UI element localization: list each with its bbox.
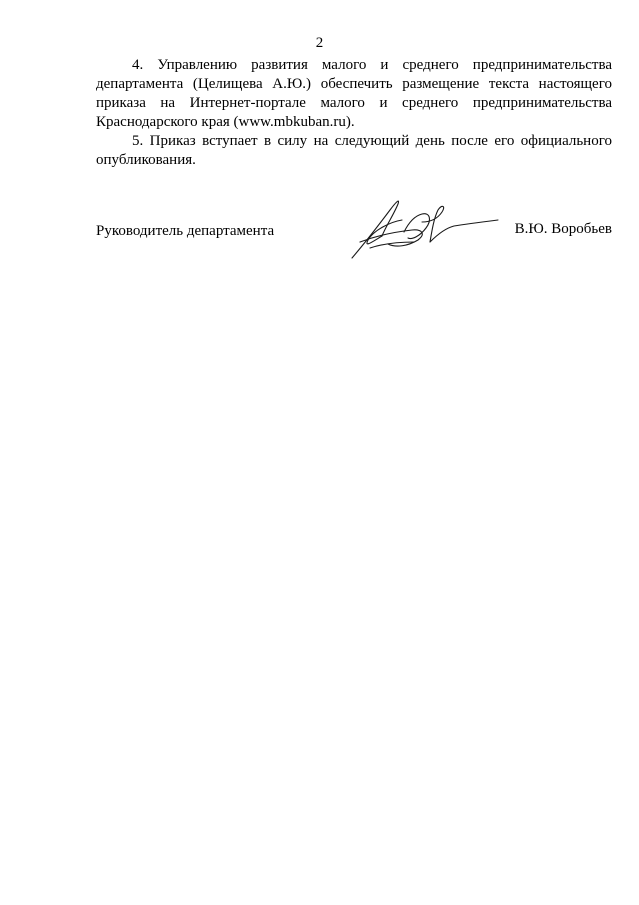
document-body	[96, 56, 612, 170]
page-number: 2	[315, 35, 324, 51]
signature-strokes	[352, 201, 498, 258]
paragraph-5: 5. Приказ вступает в силу на следующий день после его официального опубликования.	[96, 133, 612, 168]
signatory-name: В.Ю. Воробьев	[514, 221, 612, 237]
signatory-position: Руководитель департамента	[96, 223, 275, 239]
signature-block	[96, 186, 612, 266]
paragraph-4: 4. Управлению развития малого и среднего предпринимательства департамента (Целищева А.Ю.) обеспечить размещение текста настоящего приказа на Интернет-портале малого и среднего предпринимательства Краснодарского края (www.mbkuban.ru).	[96, 57, 612, 130]
handwritten-signature	[342, 192, 502, 264]
